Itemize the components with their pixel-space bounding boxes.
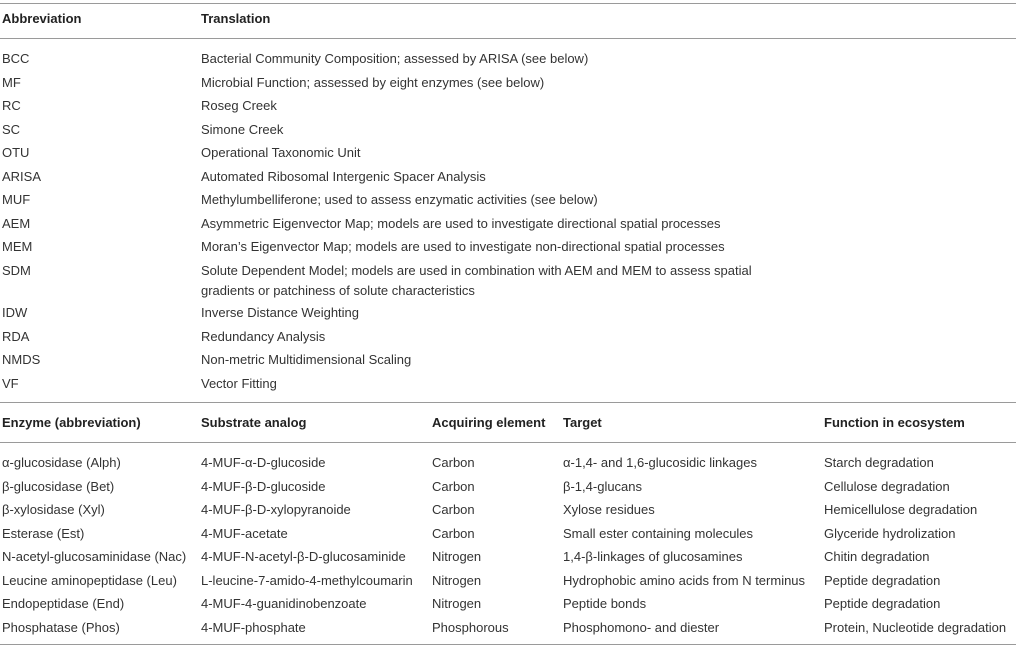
target-cell: Peptide bonds xyxy=(563,596,647,611)
abbr-cell: SC xyxy=(2,122,21,137)
function-cell: Peptide degradation xyxy=(824,573,941,588)
abbr-cell: BCC xyxy=(2,51,30,66)
element-cell: Nitrogen xyxy=(432,549,482,564)
enzyme-cell: Endopeptidase (End) xyxy=(2,596,125,611)
translation-cell: Redundancy Analysis xyxy=(201,329,326,344)
enzyme-cell: α-glucosidase (Alph) xyxy=(2,455,121,470)
header-abbreviation: Abbreviation xyxy=(2,11,82,26)
function-cell: Hemicellulose degradation xyxy=(824,502,978,517)
enzyme-cell: Esterase (Est) xyxy=(2,526,85,541)
element-cell: Carbon xyxy=(432,502,475,517)
function-cell: Protein, Nucleotide degradation xyxy=(824,620,1007,635)
abbr-cell: RDA xyxy=(2,329,30,344)
element-cell: Nitrogen xyxy=(432,573,482,588)
substrate-cell: 4-MUF-acetate xyxy=(201,526,288,541)
substrate-cell: 4-MUF-β-D-glucoside xyxy=(201,479,326,494)
target-cell: β-1,4-glucans xyxy=(563,479,643,494)
translation-cell: Bacterial Community Composition; assessed by ARISA (see below) xyxy=(201,51,589,66)
substrate-cell: 4-MUF-N-acetyl-β-D-glucosaminide xyxy=(201,549,406,564)
target-cell: Hydrophobic amino acids from N terminus xyxy=(563,573,806,588)
target-cell: Xylose residues xyxy=(563,502,655,517)
function-cell: Chitin degradation xyxy=(824,549,930,564)
element-cell: Carbon xyxy=(432,479,475,494)
abbr-cell: MUF xyxy=(2,192,31,207)
target-cell: 1,4-β-linkages of glucosamines xyxy=(563,549,743,564)
translation-cell: Solute Dependent Model; models are used in combination with AEM and MEM to assess spatial gradients or patchiness of solute characteristics xyxy=(201,263,752,298)
substrate-cell: 4-MUF-4-guanidinobenzoate xyxy=(201,596,367,611)
function-cell: Peptide degradation xyxy=(824,596,941,611)
target-cell: Small ester containing molecules xyxy=(563,526,754,541)
enzyme-cell: β-xylosidase (Xyl) xyxy=(2,502,105,517)
abbr-cell: OTU xyxy=(2,145,30,160)
element-cell: Nitrogen xyxy=(432,596,482,611)
substrate-cell: 4-MUF-α-D-glucoside xyxy=(201,455,326,470)
translation-cell: Automated Ribosomal Intergenic Spacer Analysis xyxy=(201,169,486,184)
top-rule xyxy=(0,3,1016,4)
abbr-cell: MF xyxy=(2,75,21,90)
enzyme-header-rule xyxy=(0,442,1016,443)
target-cell: Phosphomono- and diester xyxy=(563,620,720,635)
translation-cell: Methylumbelliferone; used to assess enzymatic activities (see below) xyxy=(201,192,598,207)
element-cell: Carbon xyxy=(432,455,475,470)
substrate-cell: 4-MUF-phosphate xyxy=(201,620,306,635)
abbr-cell: NMDS xyxy=(2,352,41,367)
abbr-cell: IDW xyxy=(2,305,28,320)
substrate-cell: L-leucine-7-amido-4-methylcoumarin xyxy=(201,573,413,588)
abbr-cell: VF xyxy=(2,376,19,391)
translation-cell: Operational Taxonomic Unit xyxy=(201,145,361,160)
translation-cell: Roseg Creek xyxy=(201,98,277,113)
header-rule xyxy=(0,38,1016,39)
abbr-cell: MEM xyxy=(2,239,33,254)
substrate-cell: 4-MUF-β-D-xylopyranoide xyxy=(201,502,351,517)
enzyme-cell: N-acetyl-glucosaminidase (Nac) xyxy=(2,549,187,564)
enzyme-cell: β-glucosidase (Bet) xyxy=(2,479,115,494)
element-cell: Phosphorous xyxy=(432,620,509,635)
abbr-cell: RC xyxy=(2,98,21,113)
section-rule xyxy=(0,402,1016,403)
function-cell: Starch degradation xyxy=(824,455,934,470)
translation-cell: Moran’s Eigenvector Map; models are used to investigate non-directional spatial processes xyxy=(201,239,725,254)
bottom-rule xyxy=(0,644,1016,645)
abbr-cell: AEM xyxy=(2,216,31,231)
header-element: Acquiring element xyxy=(432,415,546,430)
translation-cell: Inverse Distance Weighting xyxy=(201,305,360,320)
translation-cell: Simone Creek xyxy=(201,122,284,137)
header-translation: Translation xyxy=(201,11,271,26)
element-cell: Carbon xyxy=(432,526,475,541)
translation-cell: Asymmetric Eigenvector Map; models are used to investigate directional spatial processes xyxy=(201,216,721,231)
header-substrate: Substrate analog xyxy=(201,415,307,430)
translation-cell: Microbial Function; assessed by eight enzymes (see below) xyxy=(201,75,545,90)
enzyme-cell: Leucine aminopeptidase (Leu) xyxy=(2,573,177,588)
abbr-cell: ARISA xyxy=(2,169,42,184)
header-target: Target xyxy=(563,415,602,430)
translation-cell: Vector Fitting xyxy=(201,376,277,391)
function-cell: Glyceride hydrolization xyxy=(824,526,956,541)
translation-cell: Non-metric Multidimensional Scaling xyxy=(201,352,412,367)
header-function: Function in ecosystem xyxy=(824,415,965,430)
header-enzyme: Enzyme (abbreviation) xyxy=(2,415,141,430)
function-cell: Cellulose degradation xyxy=(824,479,950,494)
abbr-cell: SDM xyxy=(2,263,31,278)
enzyme-cell: Phosphatase (Phos) xyxy=(2,620,120,635)
target-cell: α-1,4- and 1,6-glucosidic linkages xyxy=(563,455,757,470)
